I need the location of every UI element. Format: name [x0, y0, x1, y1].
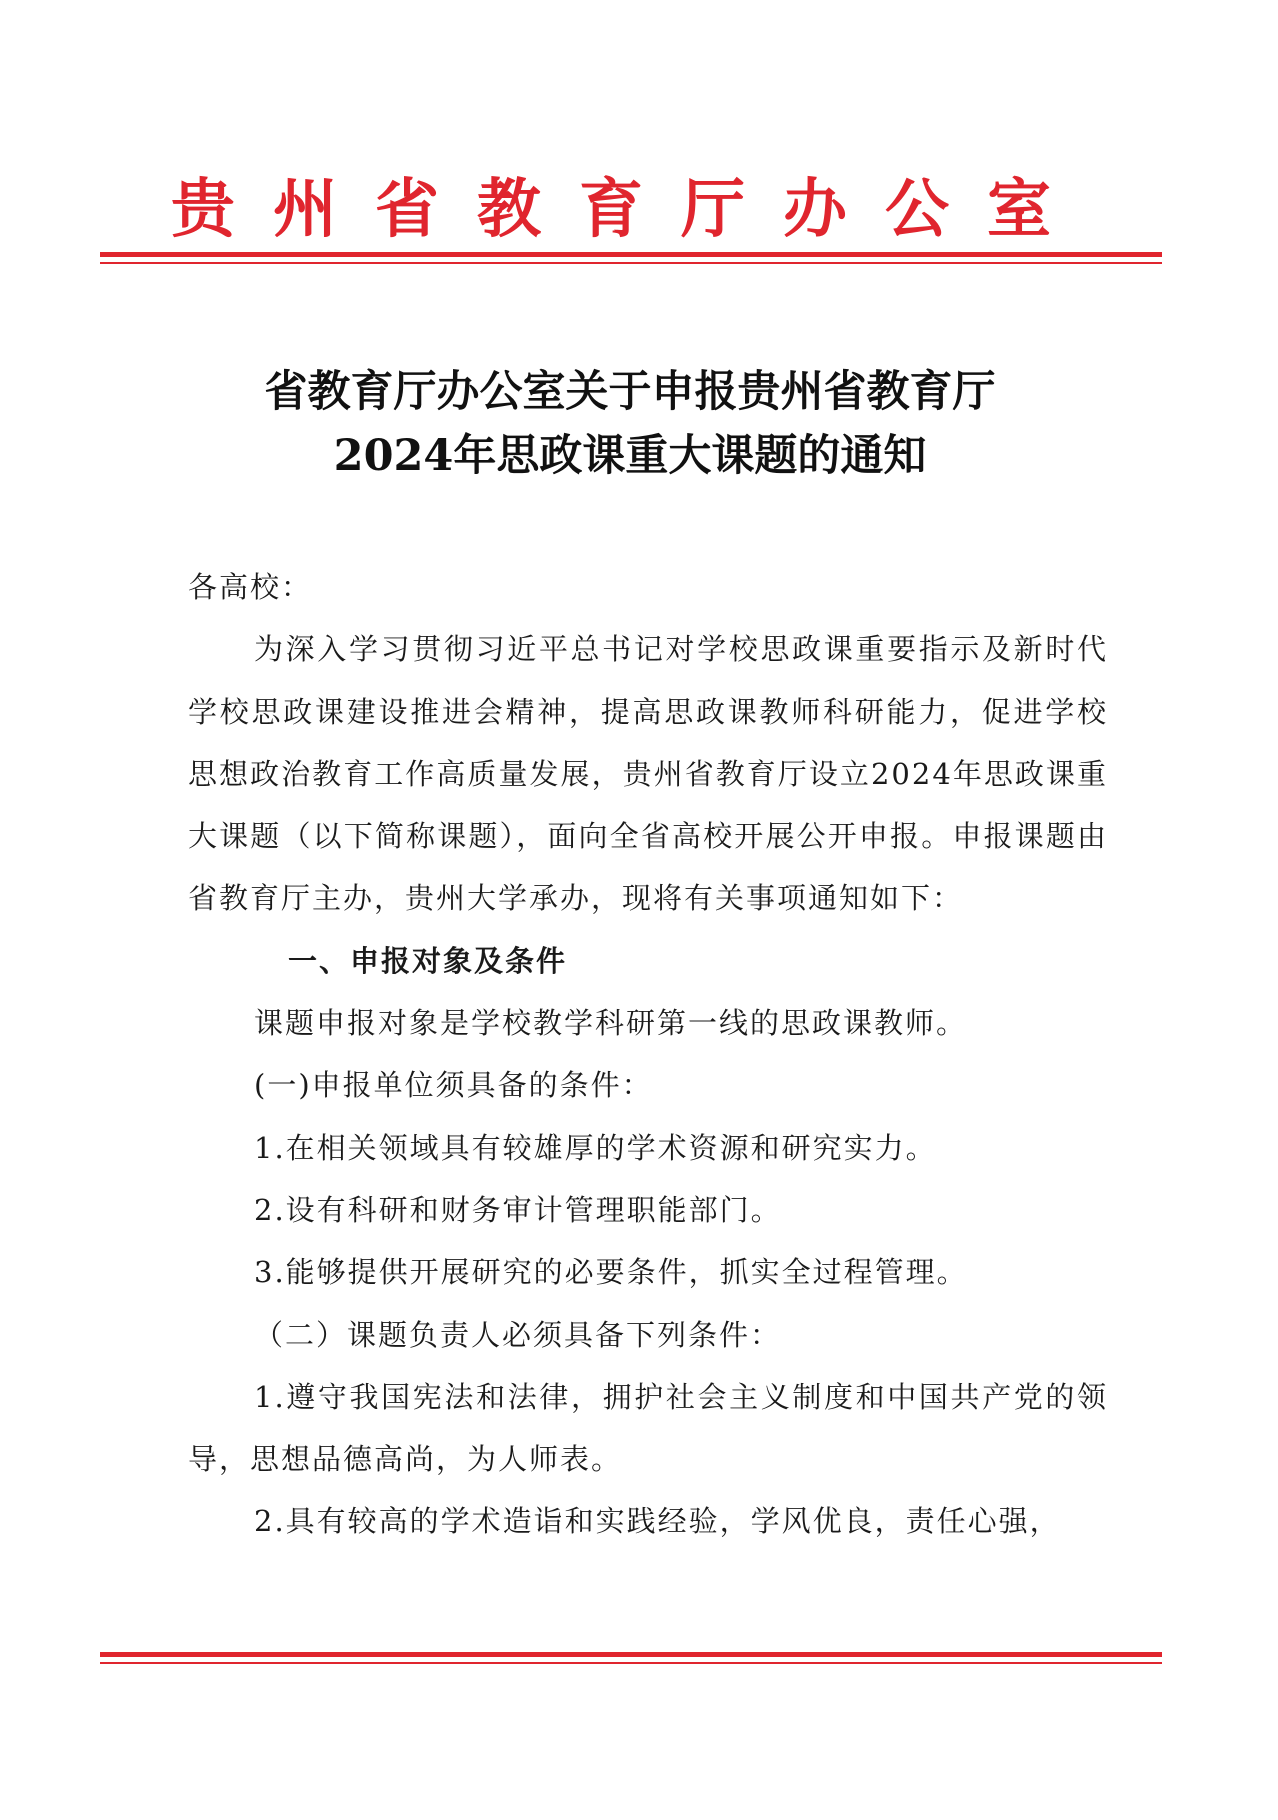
document-title-line-2: 2024年思政课重大课题的通知: [333, 431, 927, 481]
section-1-heading: 一、申报对象及条件: [288, 943, 568, 978]
sub-2-item: 1.遵守我国宪法和法律，拥护社会主义制度和中国共产党的领导，思想品德高尚，为人师表。: [188, 1379, 1108, 1477]
document-title: [100, 360, 1160, 488]
header-red-rule-thin: [100, 262, 1162, 264]
sub-2-item: 2.具有较高的学术造诣和实践经验，学风优良，责任心强，: [254, 1504, 1061, 1539]
issuing-office-header: 贵州省教育厅办公室: [171, 173, 1089, 247]
sub-1-heading: (一)申报单位须具备的条件：: [254, 1068, 653, 1103]
salutation: 各高校：: [188, 570, 313, 604]
header-red-rule-thick: [100, 252, 1162, 257]
document-body: [188, 556, 1108, 1553]
sub-1-item: 1.在相关领域具有较雄厚的学术资源和研究实力。: [254, 1130, 937, 1165]
intro-paragraph: 为深入学习贯彻习近平总书记对学校思政课重要指示及新时代学校思政课建设推进会精神，提高思政课教师科研能力，促进学校思想政治教育工作高质量发展，贵州省教育厅设立2024年思政课重大课题（以下简称课题），面向全省高校开展公开申报。申报课题由省教育厅主办，贵州大学承办，现将有关事项通知如下：: [188, 632, 1108, 916]
section-1-paragraph: 课题申报对象是学校教学科研第一线的思政课教师。: [254, 1006, 968, 1041]
sub-1-item: 3.能够提供开展研究的必要条件，抓实全过程管理。: [254, 1255, 968, 1290]
footer-red-rule-thick: [100, 1652, 1162, 1657]
sub-2-heading: （二）课题负责人必须具备下列条件：: [254, 1317, 782, 1352]
footer-red-rule-thin: [100, 1662, 1162, 1664]
sub-1-item: 2.设有科研和财务审计管理职能部门。: [254, 1192, 782, 1227]
document-title-line-1: 省教育厅办公室关于申报贵州省教育厅: [264, 367, 996, 417]
